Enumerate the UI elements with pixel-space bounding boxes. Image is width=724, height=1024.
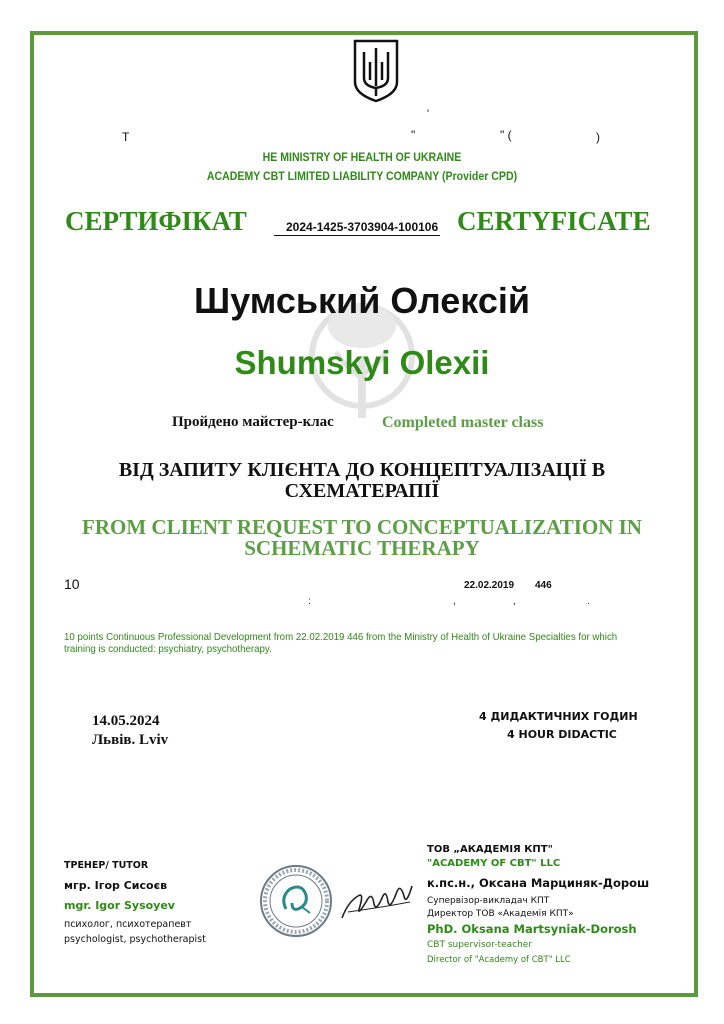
company-stamp-icon — [258, 863, 334, 939]
points-comma2-ua: , — [513, 596, 516, 607]
completed-label-ua: Пройдено майстер-клас — [172, 414, 334, 430]
title-en: CERTYFICATE — [457, 206, 651, 236]
title-ua: СЕРТИФІКАТ — [65, 206, 247, 236]
header-line-t: Т — [122, 130, 130, 144]
points-description-en: 10 points Continuous Professional Development from 22.02.2019 446 from the Ministry of Health of Ukraine Specialties for which training is conducted: psychiatry, psychotherapy. — [64, 632, 618, 655]
header-apostrophe: ' — [427, 108, 430, 120]
director-title-ua-1: Супервізор-викладач КПТ — [427, 896, 550, 906]
tutor-label: ТРЕНЕР/ TUTOR — [64, 860, 149, 871]
director-org-ua: ТОВ „АКАДЕМІЯ КПТ" — [427, 844, 553, 855]
completed-label-en: Completed master class — [382, 414, 544, 431]
tutor-name-en: mgr. Igor Sysoyev — [64, 899, 175, 912]
hours-en: 4 HOUR DIDACTIC — [507, 728, 617, 741]
header-quote-b: " ( — [500, 128, 512, 142]
director-title-ua-2: Директор ТОВ «Академія КПТ» — [427, 909, 574, 919]
issue-place: Львів. Lviv — [92, 732, 169, 748]
hours-ua: 4 ДИДАКТИЧНИХ ГОДИН — [479, 710, 638, 723]
points-colon-ua: : — [308, 596, 311, 607]
header-paren-close: ) — [596, 130, 600, 144]
director-name-ua: к.пс.н., Оксана Марциняк-Дорош — [427, 876, 650, 890]
company-name-en: ACADEMY CBT LIMITED LIABILITY COMPANY (Provider CPD) — [206, 169, 518, 183]
director-org-en: "ACADEMY OF CBT" LLC — [427, 858, 561, 869]
certificate-number: 2024-1425-3703904-100106 — [274, 220, 440, 236]
recipient-name-ua: Шумський Олексій — [194, 280, 530, 321]
points-order-number-ua: 446 — [535, 580, 552, 591]
ukraine-trident-icon — [352, 38, 400, 104]
director-name-en: PhD. Oksana Martsyniak-Dorosh — [427, 922, 637, 936]
issue-date: 14.05.2024 — [92, 713, 160, 729]
director-signature-icon — [338, 872, 418, 924]
course-title-en: FROM CLIENT REQUEST TO CONCEPTUALIZATION IN SCHEMATIC THERAPY — [82, 515, 642, 560]
tutor-role-ua: психолог, психотерапевт — [64, 919, 192, 930]
course-title-ua: ВІД ЗАПИТУ КЛІЄНТА ДО КОНЦЕПТУАЛІЗАЦІЇ В СХЕМАТЕРАПІЇ — [118, 459, 606, 502]
points-order-date-ua: 22.02.2019 — [464, 580, 515, 591]
points-comma1-ua: , — [453, 596, 456, 607]
director-title-en-2: Director of "Academy of CBT" LLC — [427, 955, 571, 965]
tutor-role-en: psychologist, psychotherapist — [64, 934, 206, 945]
header-quote-a: " — [411, 128, 416, 142]
recipient-name-en: Shumskyi Olexii — [234, 344, 490, 381]
points-period-ua: . — [587, 596, 590, 607]
director-title-en-1: CBT supervisor-teacher — [427, 940, 533, 950]
tutor-name-ua: мгр. Ігор Сисоєв — [64, 879, 168, 892]
ministry-name-en: HE MINISTRY OF HEALTH OF UKRAINE — [262, 150, 462, 164]
points-value-ua: 10 — [64, 576, 80, 592]
